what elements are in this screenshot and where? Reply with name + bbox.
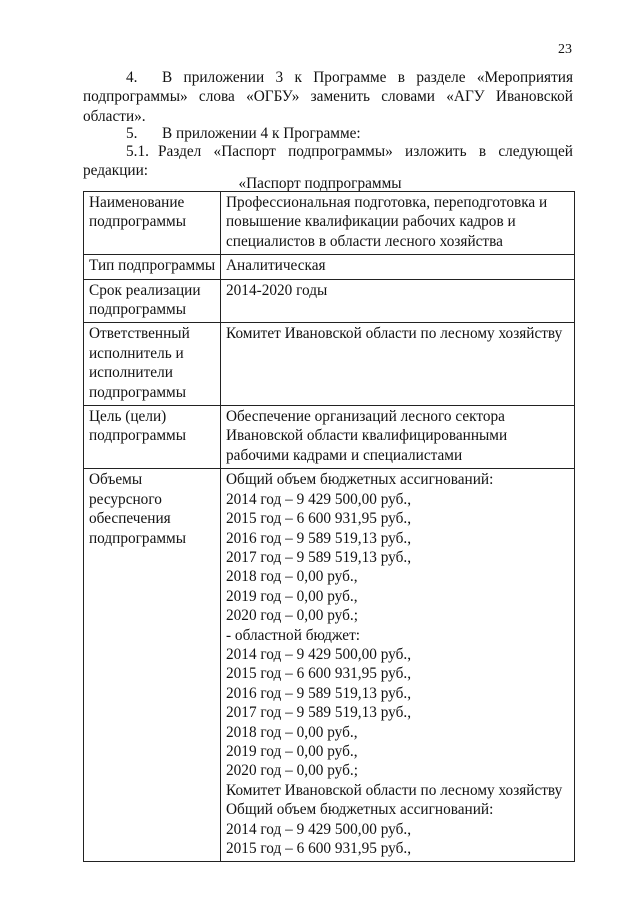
funding-line: 2016 год – 9 589 519,13 руб.,	[226, 684, 412, 702]
table-row	[84, 192, 575, 255]
paragraph-text: Раздел «Паспорт подпрограммы» изложить в следующей редакции:	[83, 143, 573, 180]
table-row	[84, 279, 575, 323]
row-value: Профессиональная подготовка, переподготовка и повышение квалификации рабочих кадров и специалистов в области лесного хозяйства	[221, 192, 575, 255]
funding-list	[221, 469, 575, 862]
paragraph-number: 4.	[126, 69, 138, 86]
paragraph-4	[83, 68, 573, 126]
funding-line: 2015 год – 6 600 931,95 руб.,	[226, 510, 412, 528]
table-row-funding	[84, 469, 575, 862]
row-value: Обеспечение организаций лесного сектора Ивановской области квалифицированными рабочими кадрами и специалистами	[221, 406, 575, 469]
row-value: 2014-2020 годы	[221, 279, 575, 323]
funding-line: 2020 год – 0,00 руб.;	[226, 762, 358, 780]
funding-line: 2014 год – 9 429 500,00 руб.,	[226, 645, 412, 663]
row-label: Объемы ресурсного обеспечения подпрограммы	[84, 469, 221, 862]
paragraph-5	[83, 124, 573, 143]
row-value: Комитет Ивановской области по лесному хозяйству	[221, 323, 575, 406]
row-label: Ответственный исполнитель и исполнители подпрограммы	[84, 323, 221, 406]
row-label: Цель (цели) подпрограммы	[84, 406, 221, 469]
page-number: 23	[558, 42, 572, 57]
table-row	[84, 406, 575, 469]
funding-line: 2018 год – 0,00 руб.,	[226, 723, 358, 741]
funding-line: 2015 год – 6 600 931,95 руб.,	[226, 665, 412, 683]
funding-line: Общий объем бюджетных ассигнований:	[226, 471, 494, 489]
row-value: Аналитическая	[221, 255, 575, 279]
funding-line: Общий объем бюджетных ассигнований:	[226, 801, 494, 819]
passport-title: «Паспорт подпрограммы	[238, 175, 402, 192]
funding-line: 2014 год – 9 429 500,00 руб.,	[226, 490, 412, 508]
paragraph-text: В приложении 4 к Программе:	[162, 125, 361, 142]
paragraph-text: В приложении 3 к Программе в разделе «Мероприятия подпрограммы» слова «ОГБУ» заменить словами «АГУ Ивановской области».	[83, 69, 573, 125]
funding-line: 2020 год – 0,00 руб.;	[226, 607, 358, 625]
funding-line: Комитет Ивановской области по лесному хозяйству	[226, 781, 563, 799]
passport-table	[83, 191, 575, 862]
paragraph-number: 5.	[126, 125, 138, 142]
funding-line: 2019 год – 0,00 руб.,	[226, 587, 358, 605]
row-label: Срок реализации подпрограммы	[84, 279, 221, 323]
funding-line: 2019 год – 0,00 руб.,	[226, 742, 358, 760]
funding-line: 2017 год – 9 589 519,13 руб.,	[226, 548, 412, 566]
funding-line: 2018 год – 0,00 руб.,	[226, 568, 358, 586]
funding-line: 2016 год – 9 589 519,13 руб.,	[226, 529, 412, 547]
table-row	[84, 255, 575, 279]
funding-line: - областной бюджет:	[226, 626, 361, 644]
funding-line: 2015 год – 6 600 931,95 руб.,	[226, 840, 412, 857]
funding-line: 2017 год – 9 589 519,13 руб.,	[226, 704, 412, 722]
table-row	[84, 323, 575, 406]
funding-line: 2014 год – 9 429 500,00 руб.,	[226, 820, 412, 838]
paragraph-number: 5.1.	[126, 143, 149, 160]
row-label: Наименование подпрограммы	[84, 192, 221, 255]
row-label: Тип подпрограммы	[84, 255, 221, 279]
